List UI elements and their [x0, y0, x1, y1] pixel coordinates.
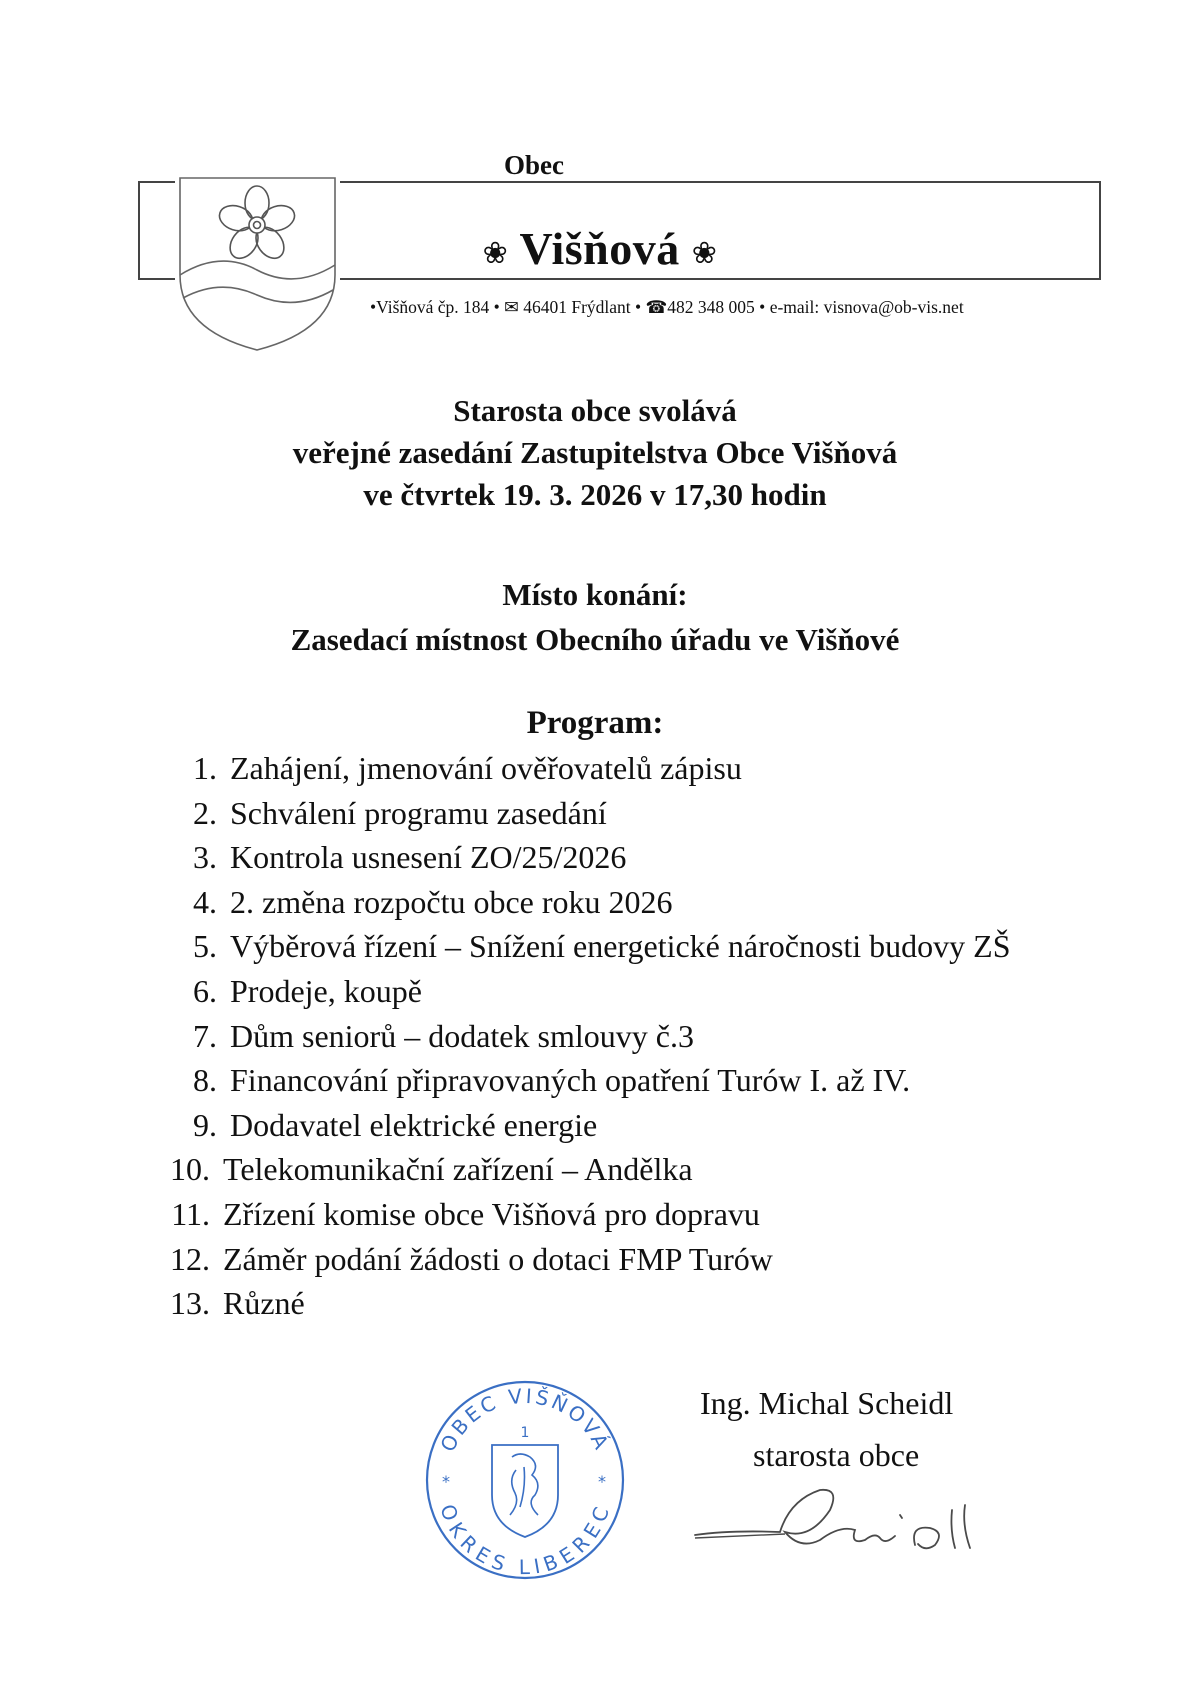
village-name	[460, 222, 740, 275]
item-number: 8.	[193, 1062, 217, 1099]
svg-text:OKRES LIBEREC	[435, 1501, 615, 1579]
item-number: 12.	[170, 1240, 210, 1277]
flower-left-icon: ❀	[482, 236, 509, 270]
list-item	[150, 1237, 1110, 1282]
signatory-role: starosta obce	[753, 1437, 920, 1473]
item-text: Záměr podání žádosti o dotaci FMP Turów	[223, 1240, 773, 1277]
item-number: 4.	[193, 883, 217, 920]
list-item	[150, 969, 1110, 1014]
announcement-line-1: Starosta obce svolává	[453, 393, 737, 428]
official-stamp-icon	[420, 1375, 630, 1585]
item-text: 2. změna rozpočtu obce roku 2026	[230, 883, 673, 920]
item-text: Dodavatel elektrické energie	[230, 1106, 598, 1143]
meeting-place	[0, 572, 1190, 662]
item-number: 3.	[193, 839, 217, 876]
svg-text:*: *	[598, 1472, 606, 1491]
list-item	[150, 835, 1110, 880]
village-name-text: Višňová	[519, 223, 680, 274]
item-number: 13.	[170, 1285, 210, 1322]
item-number: 1.	[193, 750, 217, 786]
list-item	[150, 791, 1110, 836]
obec-label: Obec	[504, 150, 564, 180]
item-text: Zahájení, jmenování ověřovatelů zápisu	[230, 750, 742, 786]
item-text: Zřízení komise obce Višňová pro dopravu	[223, 1195, 760, 1232]
signatory-name: Ing. Michal Scheidl	[700, 1385, 954, 1421]
list-item	[150, 1058, 1110, 1103]
stamp-number: 1	[520, 1425, 530, 1441]
contact-line: •Višňová čp. 184 • ✉ 46401 Frýdlant • ☎482 348 005 • e-mail: visnova@ob-vis.net	[370, 297, 964, 317]
list-item	[150, 1147, 1110, 1192]
list-item	[150, 924, 1110, 969]
handwritten-signature-icon	[690, 1470, 1030, 1570]
coat-of-arms-icon	[175, 170, 340, 355]
announcement-line-2: veřejné zasedání Zastupitelstva Obce Višňová	[292, 435, 898, 470]
item-number: 9.	[193, 1106, 217, 1143]
announcement-line-3: ve čtvrtek 19. 3. 2026 v 17,30 hodin	[363, 477, 827, 512]
program-title: Program:	[526, 705, 664, 741]
list-item	[150, 880, 1110, 925]
item-number: 5.	[193, 928, 217, 965]
item-text: Prodeje, koupě	[230, 972, 422, 1009]
place-value: Zasedací místnost Obecního úřadu ve Višňové	[290, 622, 900, 657]
announcement	[0, 390, 1190, 516]
item-text: Schválení programu zasedání	[230, 794, 607, 831]
stamp-top-text: OBEC VIŠŇOVÁ	[435, 1383, 615, 1456]
stamp-bottom-text: OKRES LIBEREC	[435, 1501, 615, 1580]
item-number: 7.	[193, 1017, 217, 1054]
item-text: Různé	[223, 1285, 305, 1322]
item-text: Telekomunikační zařízení – Andělka	[223, 1151, 693, 1188]
svg-text:*: *	[442, 1472, 450, 1491]
item-text: Kontrola usnesení ZO/25/2026	[230, 839, 627, 876]
item-number: 11.	[171, 1195, 210, 1232]
list-item	[150, 746, 1110, 791]
list-item	[150, 1103, 1110, 1148]
list-item	[150, 1192, 1110, 1237]
place-label: Místo konání:	[502, 577, 688, 612]
program-list	[150, 746, 1110, 1326]
item-number: 6.	[193, 972, 217, 1009]
item-number: 10.	[170, 1151, 210, 1188]
item-text: Dům seniorů – dodatek smlouvy č.3	[230, 1017, 694, 1054]
item-text: Financování připravovaných opatření Turów I. až IV.	[230, 1062, 911, 1099]
flower-right-icon: ❀	[691, 236, 718, 270]
item-text: Výběrová řízení – Snížení energetické náročnosti budovy ZŠ	[230, 928, 1011, 965]
list-item	[150, 1281, 1110, 1326]
item-number: 2.	[193, 794, 217, 831]
list-item	[150, 1014, 1110, 1059]
